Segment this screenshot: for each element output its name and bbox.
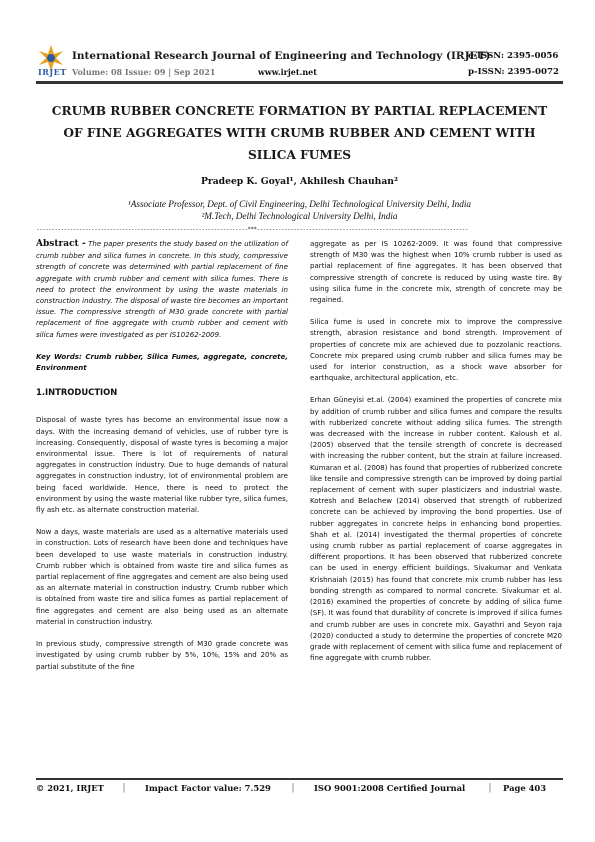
left-column <box>36 238 288 683</box>
p-issn: p-ISSN: 2395-0072 <box>468 67 559 77</box>
keywords-text: : Crumb rubber, Silica Fumes, aggregate, concrete, Environment <box>36 351 288 373</box>
abstract <box>36 238 288 340</box>
keywords <box>36 351 288 373</box>
body-paragraph: Disposal of waste tyres has become an environmental issue now a days. With the increasing demand of vehicles, use of rubber tyre is increasing. Consequently, disposal of waste tyres is becoming a major environmental issue. There is lot of requirements of natural aggregates in construction industry. Due to huge demands of natural aggregates in construction industry, lot of environmental problem are being faced worldwide. Hence, there is need to protect the environment by using the waste material like rubber tyre, silica fumes, fly ash etc. as alternate construction material. <box>36 415 288 515</box>
body-paragraph: Erhan Güneyisi et.al. (2004) examined the properties of concrete mix by addition of crumb rubber and silica fumes and compare the results with rubberized concrete without adding silica fumes. The strength was decreased with the increase in rubber content. Kaloush et al. (2005) observed that the tensile strength of concrete is decreased with increasing the rubber content, but the strain at failure increased. Kumaran et al. (2008) has found that properties of rubberized concrete like tensile and compressive strength can be improved by doing partial replacement of cement with super plasticizers and industrial waste. Kotresh and Belachew (2014) observed that strength of rubberized concrete can be achieved by improving the bond properties. Use of rubber aggregates in concrete helps in enhancing bond properties. Shah et al. (2014) investigated the thermal properties of concrete using crumb rubber as partial replacement of coarse aggregates in different proportions. It has been observed that rubberized concrete can be used in energy efficient buildings. Sivakumar and Venkata Krishnaiah (2015) has found that concrete mix crumb rubber has less bonding strength as compared to normal concrete. Sivakumar et al. (2016) examined the properties of concrete by adding of silica fume (SF). It was found that durability of concrete is improved if silica fumes and crumb rubber are uses in concrete mix. Gayathri and Seyon raja (2020) conducted a study to determine the properties of concrete M20 grade with replacement of cement with silica fume and replacement of fine aggregate with crumb rubber. <box>310 395 562 663</box>
title-line: OF FINE AGGREGATES WITH CRUMB RUBBER AND CEMENT WITH <box>63 126 536 140</box>
affiliation-1: ¹Associate Professor, Dept. of Civil Engineering, Delhi Technological University Delhi, India <box>128 199 471 209</box>
affiliation-2: ²M.Tech, Delhi Technological University Delhi, India <box>201 211 398 221</box>
body-paragraph: Now a days, waste materials are used as a alternative materials used in construction. Lots of research have been done and techniques have been developed to use waste materials in construction industry. Crumb rubber which is obtained from waste tire and silica fumes as partial replacement of fine aggregates and cement are also being used as an alternate material in construction industry. Crumb rubber which is obtained from waste tire and silica fumes as partial replacement of fine aggregates and cement are also being used as an alternate material in construction industry. <box>36 527 288 626</box>
abstract-text: The paper presents the study based on the utilization of crumb rubber and silica fumes in concrete. In this study, compressive strength of concrete was determined with partial replacement of fine aggregate with crumb rubber and cement with silica fumes. There is need to protect the environment by using the waste materials in construction industry. The disposal of waste tire becomes an important issue. The compressive strength of M30 grade concrete with partial replacement of fine aggregate with crumb rubber and cement with silica fumes were investigated as per IS10262-2009. <box>36 239 288 339</box>
journal-title: International Research Journal of Engineering and Technology (IRJET) <box>72 50 491 62</box>
e-issn: e-ISSN: 2395-0056 <box>468 51 559 61</box>
footer-divider: | <box>292 782 295 793</box>
paper-title <box>36 100 563 166</box>
footer-impact-factor: Impact Factor value: 7.529 <box>145 783 271 793</box>
abstract-label: Abstract - <box>36 239 86 249</box>
footer-divider: | <box>123 782 126 793</box>
journal-website-link[interactable]: www.irjet.net <box>258 67 317 77</box>
header-rule <box>36 81 563 84</box>
journal-logo <box>36 43 66 77</box>
keywords-label: Key Words <box>36 351 79 361</box>
footer-rule <box>36 778 563 780</box>
title-line: CRUMB RUBBER CONCRETE FORMATION BY PARTIAL REPLACEMENT <box>51 104 548 118</box>
page-number: Page 403 <box>503 783 547 793</box>
section-separator: ---------------------------------------------------------------------***--------------------------------------------------------------------- <box>36 226 468 233</box>
body-paragraph: In previous study, compressive strength of M30 grade concrete was investigated by using crumb rubber by 5%, 10%, 15% and 20% as partial substitute of the fine <box>36 639 288 671</box>
title-line: SILICA FUMES <box>247 148 352 162</box>
section-heading: 1.INTRODUCTION <box>36 387 118 398</box>
right-column <box>310 238 562 674</box>
footer-divider: | <box>489 782 492 793</box>
authors: Pradeep K. Goyal¹, Akhilesh Chauhan² <box>200 176 398 187</box>
logo-text: IRJET <box>38 67 67 77</box>
footer-copyright: © 2021, IRJET <box>36 783 104 793</box>
body-paragraph: aggregate as per IS 10262-2009. It was found that compressive strength of M30 was the highest when 10% crumb rubber is used as partial replacement of fine aggregates. It has been observed that compressive strength of concrete is reduced by using waste tire. By using silica fume in the concrete mix, strength of concrete may be regained. <box>310 239 562 305</box>
body-paragraph: Silica fume is used in concrete mix to improve the compressive strength, abrasion resistance and bond strength. Improvement of properties of concrete mix are achieved due to pozzolanic reactions. Concrete mix prepared using crumb rubber and silica fumes may be used for interior construction, as a shock wave absorber for earthquake, architectural application, etc. <box>310 317 562 383</box>
footer-iso: ISO 9001:2008 Certified Journal <box>314 783 466 793</box>
volume-issue: Volume: 08 Issue: 09 | Sep 2021 <box>72 67 216 77</box>
